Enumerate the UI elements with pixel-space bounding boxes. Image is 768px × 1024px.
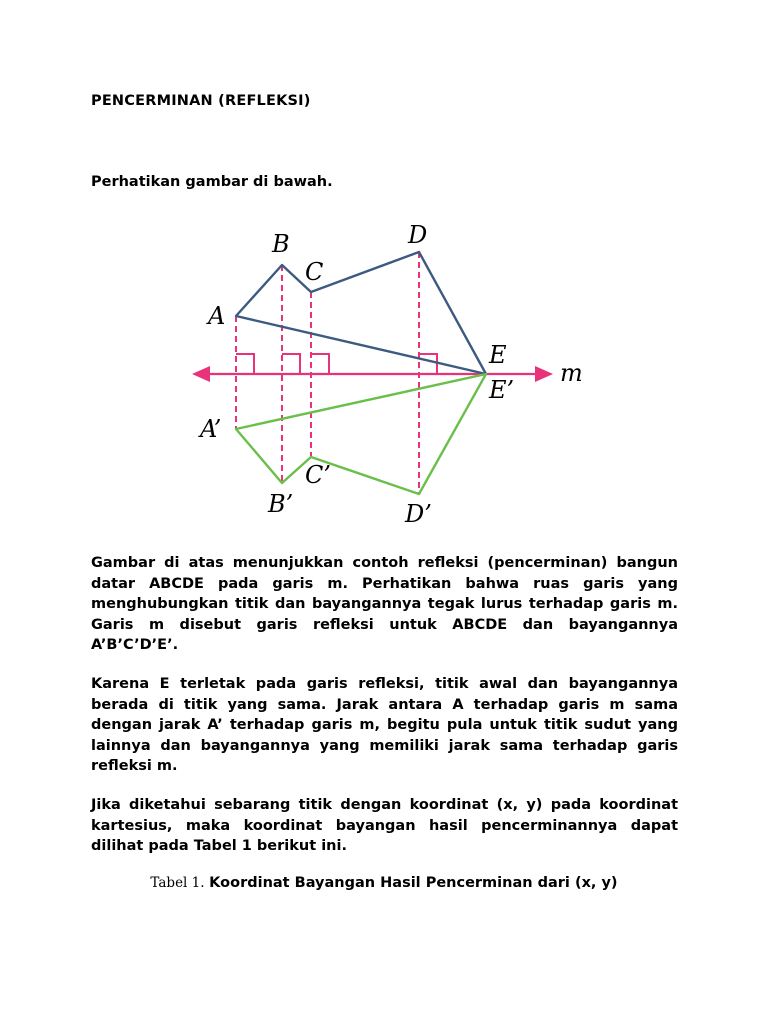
label-d: D (408, 221, 428, 249)
label-a-prime: A’ (200, 415, 222, 443)
table-caption (0, 875, 768, 891)
paragraph-3: Jika diketahui sebarang titik dengan koordinat (x, y) pada koordinat kartesius, maka koordinat bayangan hasil pencerminannya dapat dilihat pada Tabel 1 berikut ini. (91, 797, 678, 854)
right-angle-marks (236, 354, 437, 374)
label-b-prime: B’ (268, 490, 294, 518)
label-m: m (560, 359, 583, 387)
shape-abcde-image (236, 374, 486, 494)
label-c-prime: C’ (305, 461, 331, 489)
document-title: PENCERMINAN (REFLEKSI) (91, 93, 311, 109)
paragraph-2: Karena E terletak pada garis refleksi, titik awal dan bayangannya berada di titik yang sama. Jarak antara A terhadap garis m sama dengan jarak A’ terhadap garis m, begitu pula untuk titik sudut yang lainnya dan bayangannya yang memiliki jarak sama terhadap garis refleksi m. (91, 676, 678, 774)
paragraph-1: Gambar di atas menunjukkan contoh refleksi (pencerminan) bangun datar ABCDE pada garis m. Perhatikan bahwa ruas garis yang menghubungkan titik dan bayangannya tegak lurus terhadap garis m. Garis m disebut garis refleksi untuk ABCDE dan bayangannya A’B’C’D’E’. (91, 555, 678, 653)
table-caption-label: Tabel 1. (150, 875, 205, 891)
intro-text: Perhatikan gambar di bawah. (91, 174, 333, 190)
table-caption-text: Koordinat Bayangan Hasil Pencerminan dari (x, y) (209, 875, 618, 891)
label-c: C (305, 258, 324, 286)
label-e-prime: E’ (489, 376, 515, 404)
label-a: A (208, 302, 226, 330)
label-d-prime: D’ (405, 500, 432, 528)
label-b: B (272, 230, 290, 258)
label-e: E (489, 341, 507, 369)
shape-abcde (236, 252, 486, 374)
